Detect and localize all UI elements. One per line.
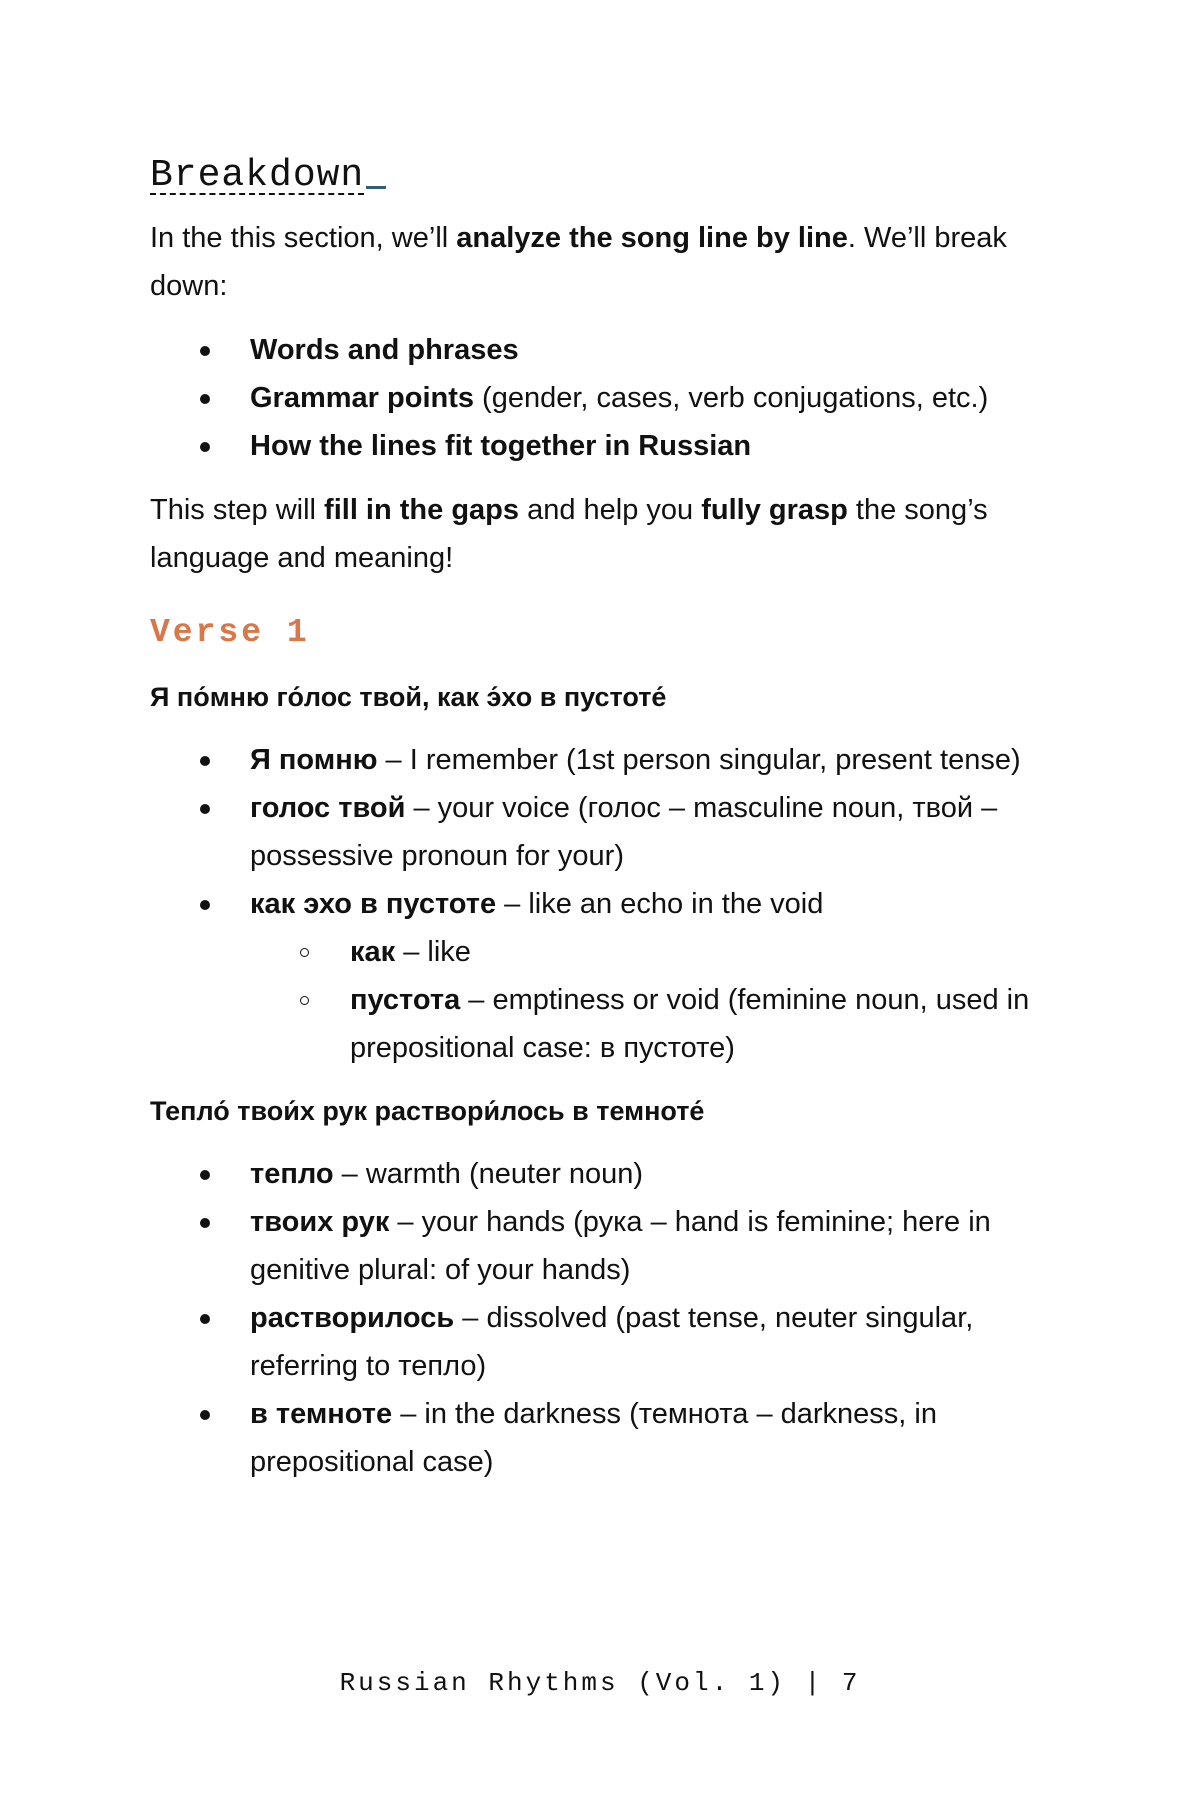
sub-list-item [250,928,1050,976]
intro-paragraph [150,214,1050,310]
lyric-line-2: Тепло́ твои́х рук раствори́лось в темноте́ [150,1096,705,1126]
list-item [150,326,1050,374]
vocab-definition: – dissolved (past tense, neuter singular, referring to тепло) [250,1302,974,1382]
line1-vocab-list [150,736,1050,1072]
sub-list-item [250,976,1050,1072]
list-item [150,374,1050,422]
list-item [150,784,1050,880]
verse-title: Verse 1 [150,614,310,651]
list-item [150,1150,1050,1198]
vocab-definition: – your voice (голос – masculine noun, твой – possessive pronoun for your) [250,792,998,872]
vocab-term: твоих рук [250,1206,390,1238]
page-footer: Russian Rhythms (Vol. 1) | 7 [339,1668,861,1698]
list-item-bold: Grammar points [250,382,474,414]
line1-sublist [250,928,1050,1072]
vocab-term: как эхо в пустоте [250,888,497,920]
summary-bold: fully grasp [701,494,848,526]
list-item [150,1294,1050,1390]
vocab-definition: – in the darkness (темнота – darkness, in prepositional case) [250,1398,937,1478]
vocab-definition: – your hands (рука – hand is feminine; here in genitive plural: of your hands) [250,1206,991,1286]
list-item [150,422,1050,470]
list-item-bold: How the lines fit together in Russian [250,430,752,462]
intro-text-end: . We’ll break down: [150,222,1007,302]
vocab-term: Я помню [250,744,378,776]
list-item [150,1390,1050,1486]
vocab-term: тепло [250,1158,334,1190]
vocab-definition: – I remember (1st person singular, present tense) [377,744,1021,776]
vocab-term: в темноте [250,1398,393,1430]
lyric-line-1: Я по́мню го́лос твой, как э́хо в пустоте́ [150,682,667,712]
summary-bold: fill in the gaps [324,494,520,526]
list-item [150,736,1050,784]
summary-text: This step will [150,494,325,526]
vocab-definition: – like [395,936,471,968]
intro-list [150,326,1050,470]
list-item [150,1198,1050,1294]
vocab-term: растворилось [250,1302,455,1334]
section-heading-text: Breakdown [150,154,365,197]
vocab-term: голос твой [250,792,406,824]
intro-bold: analyze the song line by line [456,222,848,254]
vocab-term: как [350,936,396,968]
summary-text: and help you [519,494,702,526]
summary-paragraph [150,486,1050,582]
page-content [150,150,1050,1502]
vocab-definition: – warmth (neuter noun) [333,1158,644,1190]
list-item-text: (gender, cases, verb conjugations, etc.) [474,382,989,414]
list-item-bold: Words and phrases [250,334,519,366]
cursor-mark [366,186,386,189]
vocab-definition: – emptiness or void (feminine noun, used in prepositional case: в пустоте) [350,984,1030,1064]
list-item [150,880,1050,1072]
vocab-definition: – like an echo in the void [496,888,824,920]
section-heading [150,150,1050,202]
intro-text: In the this section, we’ll [150,222,457,254]
vocab-term: пустота [350,984,461,1016]
summary-text: the song’s language and meaning! [150,494,988,574]
line2-vocab-list [150,1150,1050,1486]
